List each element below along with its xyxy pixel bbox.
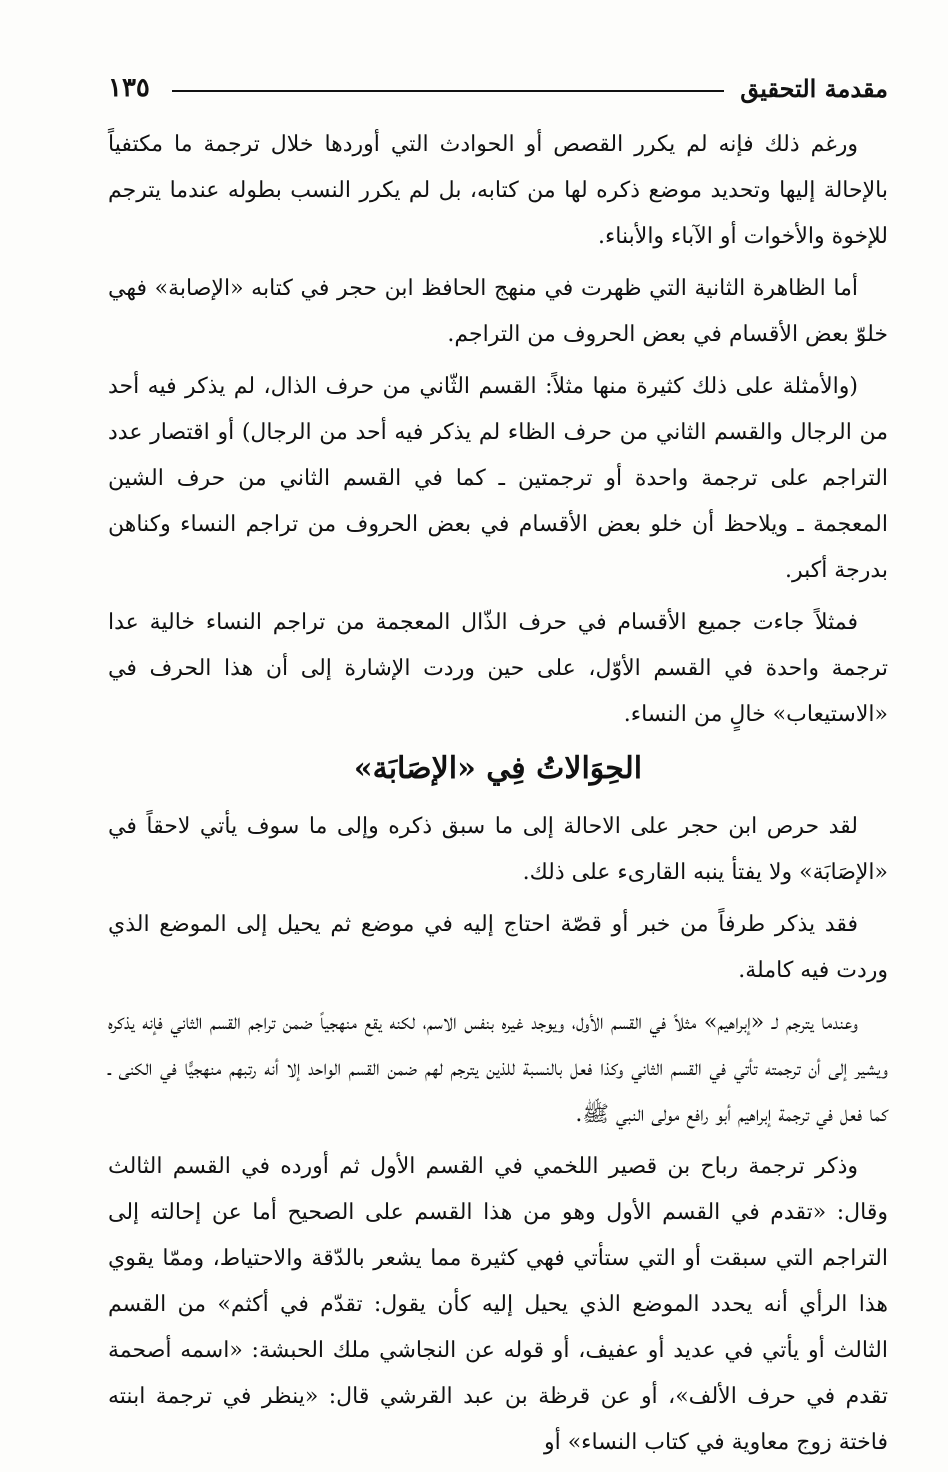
body-text: [108, 122, 888, 1472]
paragraph: ورغم ذلك فإنه لم يكرر القصص أو الحوادث التي أوردها خلال ترجمة ما مكتفياً بالإحالة إليها وتحديد موضع ذكره لها من كتابه، بل لم يكرر النسب بطوله عندما يترجم للإخوة والأخوات أو الآباء والأبناء.: [108, 132, 888, 249]
page-header: [108, 68, 888, 108]
paragraph: (والأمثلة على ذلك كثيرة منها مثلاً: القسم الثّاني من حرف الذال، لم يذكر فيه أحد من الرجال والقسم الثاني من حرف الظاء لم يذكر فيه أحد من الرجال) أو اقتصار عدد التراجم على ترجمة واحدة أو ترجمتين ـ كما في القسم الثاني من حرف الشين المعجمة ـ ويلاحظ أن خلو بعض الأقسام في بعض الحروف من تراجم النساء وكناهن بدرجة أكبر.: [108, 374, 888, 583]
section-heading: الحِوَالاتُ فِي «الإصَابَة»: [353, 751, 643, 786]
paragraph: فمثلاً جاءت جميع الأقسام في حرف الذّال المعجمة من تراجم النساء خالية عدا ترجمة واحدة في القسم الأوّل، على حين وردت الإشارة إلى أن هذا الحرف في «الاستيعاب» خالٍ من النساء.: [108, 610, 888, 727]
paragraph: وعندما يترجم لـ «إبراهيم» مثلاً في القسم الأول، ويوجد غيره بنفس الاسم، لكنه يقع منهجياً ضمن تراجم القسم الثاني فإنه يذكره ويشير إلى أن ترجمته تأتي في القسم الثاني وكذا فعل بالنسبة للذين يترجم لهم ضمن القسم الواحد إلا أنه رتبهم منهجيًّا في الكنى ـ كما فعل في ترجمة إبراهيم أبو رافع مولى النبي ﷺ.: [108, 1010, 888, 1127]
running-title: مقدمة التحقيق: [740, 73, 888, 103]
paragraph: لقد حرص ابن حجر على الاحالة إلى ما سبق ذكره وإلى ما سوف يأتي لاحقاً في «الإصَابَة» ولا يفتأ ينبه القارىء على ذلك.: [108, 814, 888, 885]
paragraph: فقد يذكر طرفاً من خبر أو قصّة احتاج إليه في موضع ثم يحيل إلى الموضع الذي وردت فيه كاملة.: [108, 912, 888, 983]
paragraph: وذكر ترجمة رباح بن قصير اللخمي في القسم الأول ثم أورده في القسم الثالث وقال: «تقدم في القسم الأول وهو من هذا القسم على الصحيح أما عن إحالته إلى التراجم التي سبقت أو التي ستأتي فهي كثيرة مما يشعر بالدّقة والاحتياط، وممّا يقوي هذا الرأي أنه يحدد الموضع الذي يحيل إليه كأن يقول: تقدّم في أكثم» من القسم الثالث أو يأتي في عديد أو عفيف، أو قوله عن النجاشي ملك الحبشة: «اسمه أصحمة تقدم في حرف الألف»، أو عن قرظة بن عبد القرشي قال: «ينظر في ترجمة ابنته فاختة زوج معاوية في كتاب النساء» أو: [108, 1154, 888, 1455]
page-number: ١٣٥: [108, 73, 150, 103]
header-rule: [172, 90, 724, 92]
paragraph: أما الظاهرة الثانية التي ظهرت في منهج الحافظ ابن حجر في كتابه «الإصابة» فهي خلوّ بعض الأقسام في بعض الحروف من التراجم.: [108, 276, 888, 347]
